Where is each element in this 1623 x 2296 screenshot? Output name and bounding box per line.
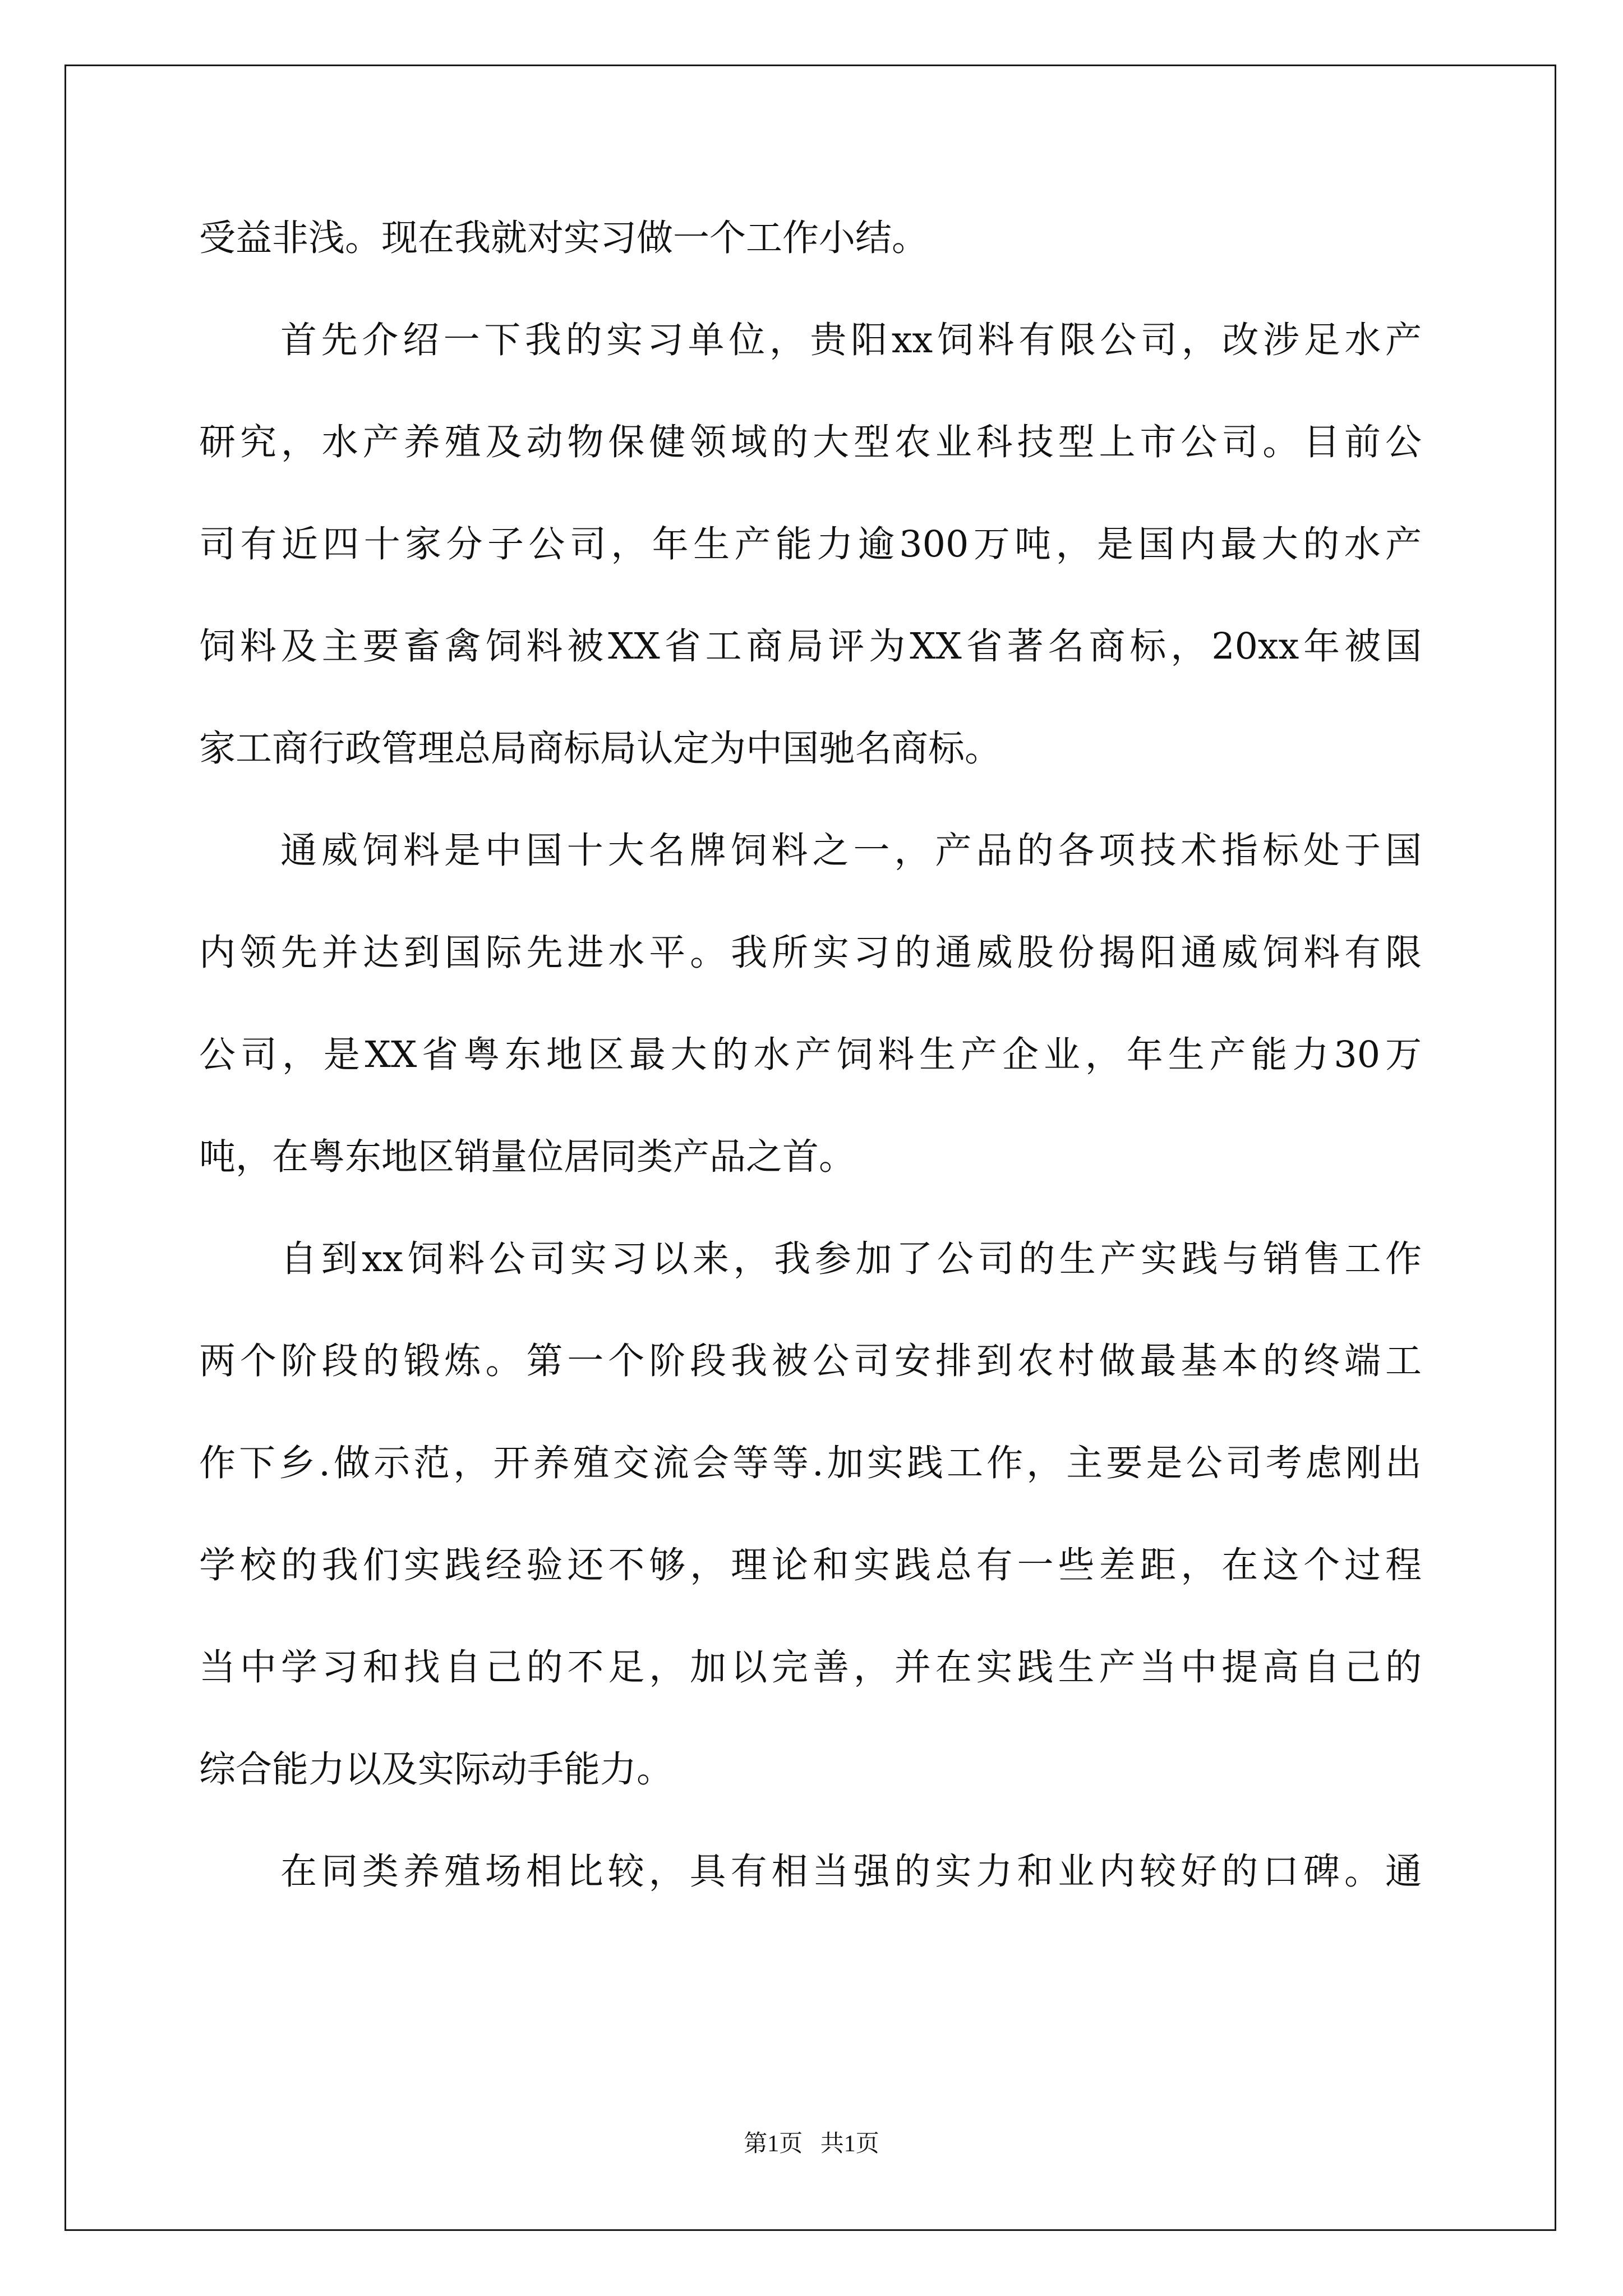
text-line: 学校的我们实践经验还不够，理论和实践总有一些差距，在这个过程 <box>199 1544 1422 1586</box>
text-line: 研究，水产养殖及动物保健领域的大型农业科技型上市公司。目前公 <box>199 421 1422 463</box>
document-body <box>199 210 1422 1946</box>
text-line: 首先介绍一下我的实习单位，贵阳xx饲料有限公司，改涉足水产 <box>280 319 1422 361</box>
text-line: 当中学习和找自己的不足，加以完善，并在实践生产当中提高自己的 <box>199 1646 1422 1688</box>
text-line: 两个阶段的锻炼。第一个阶段我被公司安排到农村做最基本的终端工 <box>199 1340 1422 1382</box>
text-line: 内领先并达到国际先进水平。我所实习的通威股份揭阳通威饲料有限 <box>199 932 1422 974</box>
text-line: 自到xx饲料公司实习以来，我参加了公司的生产实践与销售工作 <box>280 1238 1422 1280</box>
text-line: 饲料及主要畜禽饲料被XX省工商局评为XX省著名商标，20xx年被国 <box>199 625 1422 668</box>
text-line: 公司，是XX省粤东地区最大的水产饲料生产企业，年生产能力30万 <box>199 1034 1422 1076</box>
text-line: 家工商行政管理总局商标局认定为中国驰名商标。 <box>199 728 1002 770</box>
text-line: 吨，在粤东地区销量位居同类产品之首。 <box>199 1136 856 1178</box>
text-line: 受益非浅。现在我就对实习做一个工作小结。 <box>199 217 929 259</box>
text-line: 作下乡.做示范，开养殖交流会等等.加实践工作，主要是公司考虑刚出 <box>199 1442 1422 1484</box>
text-line: 综合能力以及实际动手能力。 <box>199 1749 674 1791</box>
text-line: 在同类养殖场相比较，具有相当强的实力和业内较好的口碑。通 <box>280 1851 1422 1893</box>
page-number-footer: 第1页 共1页 <box>744 2131 879 2157</box>
text-line: 通威饲料是中国十大名牌饲料之一，产品的各项技术指标处于国 <box>280 830 1422 872</box>
text-line: 司有近四十家分子公司，年生产能力逾300万吨，是国内最大的水产 <box>199 523 1422 565</box>
